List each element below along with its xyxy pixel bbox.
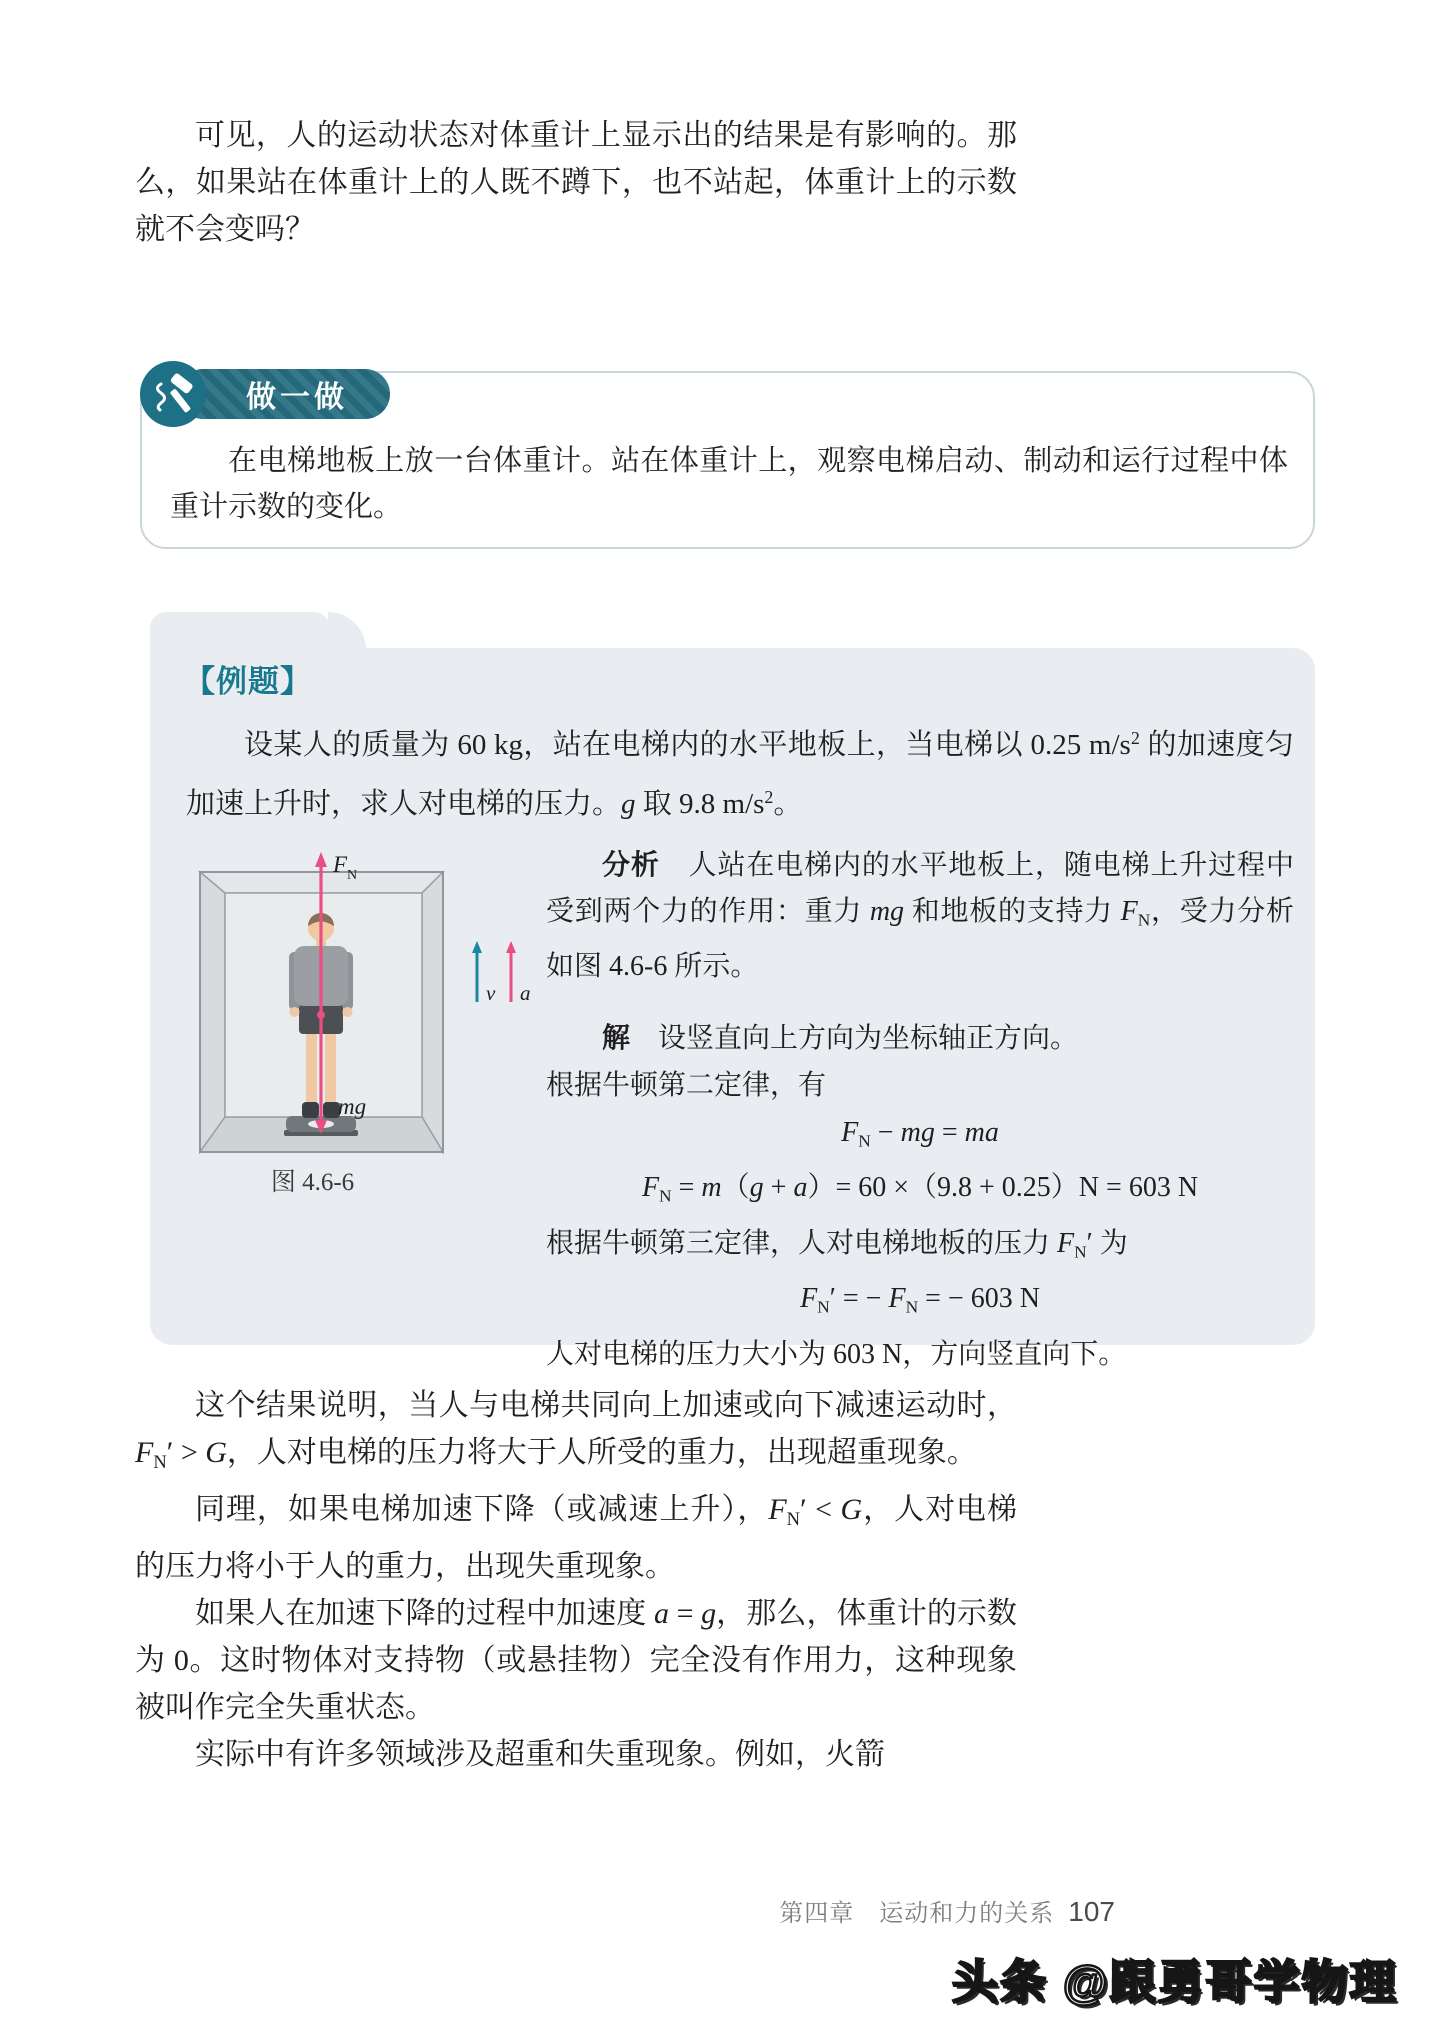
intro-paragraph [135,112,1017,253]
page-number: 107 [1068,1896,1115,1927]
chapter-title: 第四章 运动和力的关系 [779,1901,1055,1927]
solution-block [546,1014,1294,1378]
mg-label: mg [338,1094,367,1119]
activity-badge-label: 做一做 [246,381,348,414]
velocity-arrow [472,941,482,1002]
discussion-paragraphs [135,1382,1017,1778]
example-problem-text: 设某人的质量为 60 kg，站在电梯内的水平地板上，当电梯以 0.25 $m/s^2$ 的加速度匀加速上升时，求人对电梯的压力。g 取 9.8 $m/s^2$。 [186,728,1294,820]
paragraph-applications: 实际中有许多领域涉及超重和失重现象。例如，火箭 [195,1737,885,1771]
activity-badge [178,369,390,419]
example-box-tab-curve [328,612,366,650]
solution-line3: 根据牛顿第三定律，人对电梯地板的压力 FN′ 为 [546,1227,1128,1262]
paragraph-complete-weightless: 如果人在加速下降的过程中加速度 a = g，那么，体重计的示数为 0。这时物体对支持物（或悬挂物）完全没有作用力，这种现象被叫作完全失重状态。 [135,1596,1018,1724]
acceleration-arrow [506,941,516,1002]
page-footer [715,1893,1115,1928]
solution-label: 解 [602,1021,631,1053]
solution-line4: 人对电梯的压力大小为 603 N，方向竖直向下。 [546,1338,1127,1370]
elevator-figure [190,840,530,1160]
example-header: 【例题】 [184,664,312,699]
solution-line1: 解 设竖直向上方向为坐标轴正方向。 [602,1021,1079,1054]
activity-icon-circle [140,361,206,427]
equation-fn-value: FN = m（g + a）= 60 ×（9.8 + 0.25）N = 603 N [641,1172,1199,1206]
intro-text: 可见，人的运动状态对体重计上显示出的结果是有影响的。那么，如果站在体重计上的人既不蹲下，也不站起，体重计上的示数就不会变吗？ [135,119,1017,246]
figure-caption: 图 4.6-6 [270,1169,355,1196]
fn-label: F [333,852,348,877]
example-solution-column [546,842,1294,1378]
a-label: a [520,981,530,1005]
paragraph-overweight: 这个结果说明，当人与电梯共同向上加速或向下减速运动时，FN′ > G，人对电梯的压力将大于人所受的重力，出现超重现象。 [135,1389,1017,1473]
solution-line2: 根据牛顿第二定律，有 [546,1069,827,1101]
analysis-paragraph [546,842,1294,990]
v-label: v [486,981,496,1005]
activity-body: 在电梯地板上放一台体重计。站在体重计上，观察电梯启动、制动和运行过程中体重计示数的变化。 [170,445,1288,523]
paragraph-weightless: 同理，如果电梯加速下降（或减速上升），FN′ < G，人对电梯的压力将小于人的重力，出现失重现象。 [135,1492,1018,1583]
equation-newton2: FN − mg = ma [841,1116,999,1151]
analysis-body: 人站在电梯内的水平地板上，随电梯上升过程中受到两个力的作用：重力 mg 和地板的支持力 FN，受力分析如图 4.6-6 所示。 [546,850,1294,982]
example-problem [186,712,1294,830]
analysis-label: 分析 [602,849,660,880]
hammer-icon [151,372,195,416]
fn-sub-label: N [347,868,358,883]
equation-newton3: FN′ = − FN = − 603 N [800,1283,1040,1317]
watermark: 头条 @跟勇哥学物理 [952,1956,1398,2008]
